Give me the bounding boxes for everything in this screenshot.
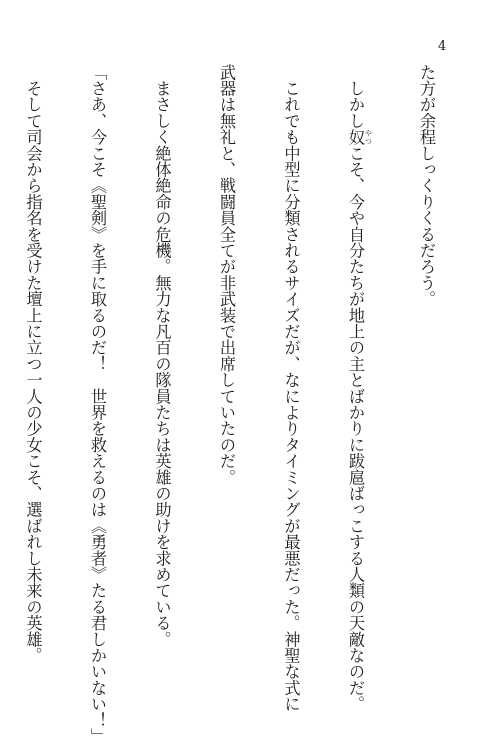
furigana: 奴 やつ	[346, 128, 373, 146]
body-text	[23, 64, 480, 744]
text-line: 「さあ、今こそ《聖剣》を手に取るのだ！ 世界を救えるのは《勇者》たる君しかいない！」	[88, 64, 107, 744]
page-number: 4	[438, 39, 447, 54]
text-line: た方が余程しっくりくるだろう。	[417, 64, 436, 307]
text-line: そして司会から指名を受けた壇上に立つ一人の少女こそ、選ばれし未来の英雄。	[23, 64, 43, 664]
text-line: 武器は無礼と、戦闘員全てが非武装で出席していたのだ。	[217, 64, 236, 486]
text-line: これでも中型に分類されるサイズだが、なによりタイミングが最悪だった。神聖な式に	[281, 64, 301, 712]
text-line: しかし奴 やつこそ、今や自分たちが地上の主とばかりに跋扈ばっこする人類の天敵なのだ。	[346, 64, 373, 713]
text-line: まさしく絶体絶命の危機。無力な凡百の隊員たちは英雄の助けを求めている。	[152, 64, 172, 648]
